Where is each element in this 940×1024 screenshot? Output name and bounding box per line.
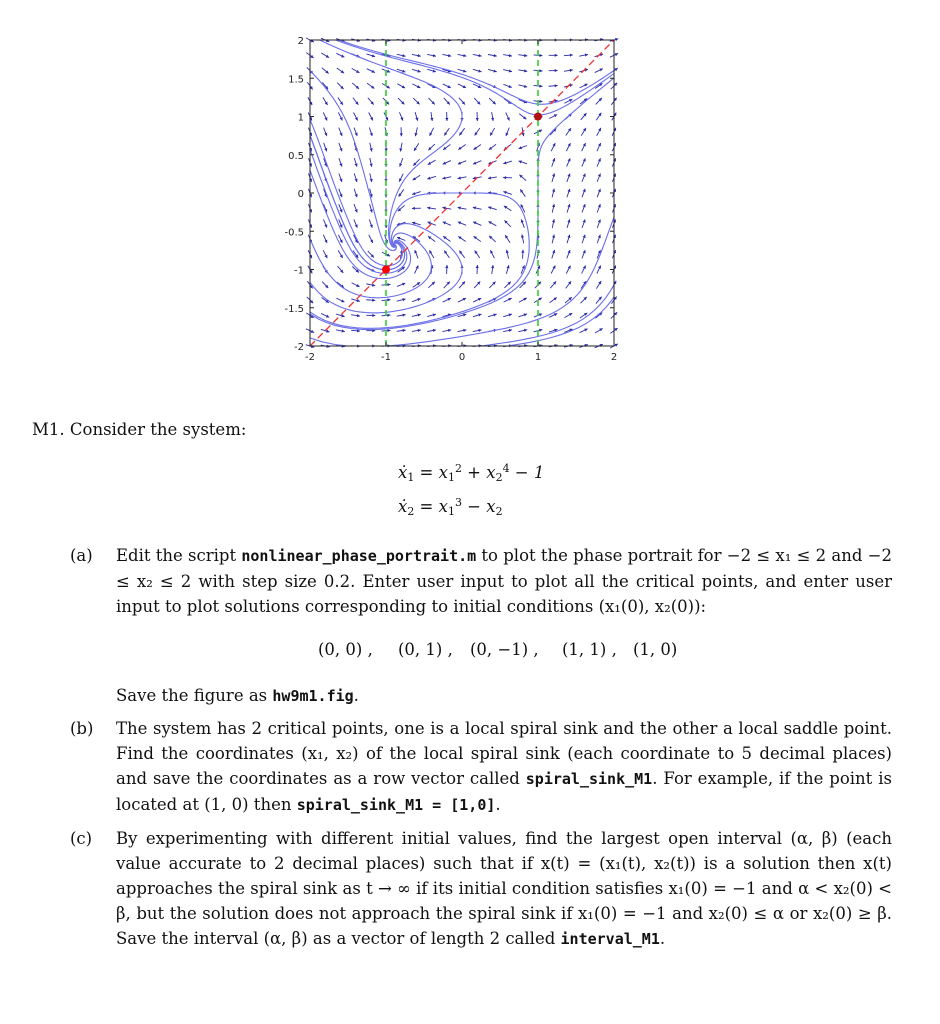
part-a-label: (a) [70,546,93,565]
field-arrowhead [445,118,448,121]
field-arrowhead [387,329,390,332]
save-instruction: Save the figure as hw9m1.fig. [116,686,359,705]
initial-condition-2: (0, 1) , [398,640,453,659]
solution-curve [307,127,390,270]
field-arrowhead [503,176,506,179]
field-arrowhead [370,164,373,167]
x-tick-label: 0 [458,352,466,363]
equation-2: ẋ2 = $x1^3 - x2$ [398,496,503,518]
field-arrowhead [442,176,445,179]
field-arrowhead [387,283,390,286]
field-arrowhead [524,85,527,88]
field-arrowhead [445,265,448,268]
field-arrowhead [524,329,527,332]
field-arrowhead [478,329,481,332]
field-arrowhead [476,118,479,121]
field-arrowhead [458,176,461,179]
field-arrowhead [400,133,403,136]
field-arrowhead [521,234,524,237]
field-arrowhead [506,250,509,253]
field-arrowhead [552,204,555,207]
solution-curve [298,332,348,346]
field-arrowhead [539,69,542,72]
field-arrowhead [412,207,415,210]
y-tick-label: 1.5 [288,74,304,86]
script-name: nonlinear_phase_portrait.m [241,547,477,565]
field-arrowhead [555,54,558,57]
initial-condition-3: (0, −1) , [470,640,539,659]
example-code: spiral_sink_M1 = [1,0] [296,796,496,814]
field-arrowhead [555,69,558,72]
initial-condition-4: (1, 1) , [562,640,617,659]
part-c-label: (c) [70,829,93,848]
y-tick-label: 1 [297,112,304,124]
variable-name: interval_M1 [560,930,660,948]
field-arrowhead [387,298,390,301]
part-a: (a) Edit the script nonlinear_phase_portrait.m to plot the phase portrait for −2 ≤ x₁ ≤ 2 and −2 ≤ x₂ ≤ 2 with step size 0.2. Enter user input to plot all the critical points, and enter user input to plot solutions corresponding to initial conditions (x₁(0), x₂(0)): [72,543,892,619]
field-arrowhead [370,179,373,182]
field-arrowhead [476,265,479,268]
x-tick-label: 1 [534,352,542,363]
field-arrowhead [415,133,418,136]
field-arrowhead [539,100,542,103]
solution-curve [306,111,386,265]
field-arrowhead [478,54,481,57]
phase-portrait [0,0,940,380]
field-arrowhead [387,314,390,317]
initial-condition-5: (1, 0) [633,640,678,659]
field-arrowhead [552,235,555,238]
field-arrowhead [555,84,558,87]
field-arrowhead [570,54,573,57]
x-tick-label: -2 [305,352,315,363]
y-tick-label: -1 [294,265,304,277]
y-tick-label: -1.5 [284,303,304,315]
part-b-label: (b) [70,719,94,738]
field-arrowhead [372,314,375,317]
equation-1: ẋ1 = $x1^2 + x2^4 - 1$ [398,462,545,484]
field-arrowhead [539,54,542,57]
field-arrowhead [342,329,345,332]
field-arrowhead [448,54,451,57]
part-c: (c) By experimenting with different initial values, find the largest open interval (α, β) (each value accurate to 2 decimal places) such that if x(t) = (x₁(t), x₂(t)) is a solution then x(t) approaches the spiral sink as t → ∞ if its initial condition satisfies x₁(0) = −1 and α < x₂(0) < β, but the solution does not approach the spiral sink if x₁(0) = −1 and x₂(0) ≤ α or x₂(0) ≥ β. Save the interval (α, β) as a vector of length 2 called interval_M1. [72,826,892,952]
field-arrowhead [509,69,512,72]
field-arrowhead [458,206,461,209]
figure-filename: hw9m1.fig [272,687,354,705]
field-arrowhead [402,298,405,301]
field-arrowhead [552,189,555,192]
field-arrowhead [473,206,476,209]
y-tick-label: -0.5 [284,227,304,239]
part-b: (b) The system has 2 critical points, one is a local spiral sink and the other a local saddle point. Find the coordinates (x₁, x₂) of the local spiral sink (each coordinate to 5 decimal places) and save the coordinates as a row vector called spiral_sink_M1. For example, if the point is located at (1, 0) then spiral_sink_M1 = [1,0]. [72,716,892,818]
field-arrowhead [372,284,375,287]
field-arrowhead [509,329,512,332]
field-arrowhead [418,54,421,57]
x-tick-label: 2 [610,352,618,363]
field-arrowhead [399,148,402,151]
y-tick-label: -2 [294,342,304,353]
field-arrowhead [402,54,405,57]
field-arrowhead [372,299,375,302]
initial-condition-1: (0, 0) , [318,640,373,659]
solution-curve [508,293,617,346]
x-tick-label: -1 [381,352,391,363]
critical-point [382,266,390,274]
solution-curve [389,117,462,248]
field-arrowhead [521,250,524,253]
critical-point [534,113,542,121]
field-arrowhead [539,84,542,87]
variable-name: spiral_sink_M1 [525,770,653,788]
field-arrowhead [433,54,436,57]
field-arrowhead [417,314,420,317]
problem-heading: M1. Consider the system: [32,420,247,439]
field-arrowhead [448,329,451,332]
y-tick-label: 2 [297,36,304,47]
field-arrowhead [463,329,466,332]
field-arrowhead [370,148,373,151]
y-tick-label: 0 [297,189,304,200]
y-tick-label: 0.5 [288,150,304,162]
solution-curve [304,193,529,328]
field-arrowhead [585,53,588,56]
field-arrowhead [463,54,466,57]
field-arrowhead [552,219,555,222]
